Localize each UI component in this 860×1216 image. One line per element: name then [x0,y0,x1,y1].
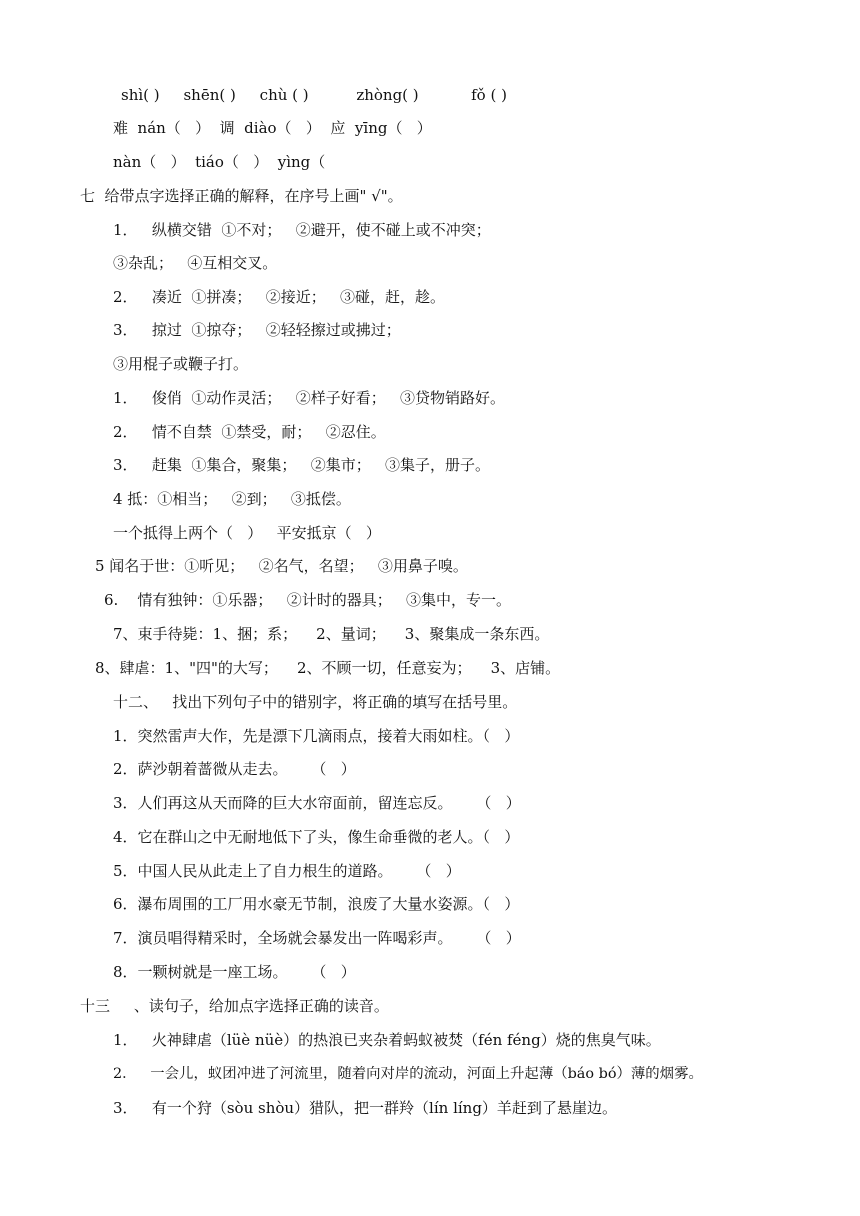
section-7-item: 3． 赶集 ①集合，聚集； ②集市； ③集子，册子。 [113,456,490,474]
pinyin-row-2: 难 nán（ ） 调 diào（ ） 应 yīng（ ） [113,119,432,137]
section-12-item: 7．演员唱得精采时，全场就会暴发出一阵喝彩声。 （ ） [113,929,521,947]
section-7-item: 7、束手待毙：1、捆；系； 2、量词； 3、聚集成一条东西。 [113,625,550,643]
section-13-item: 2． 一会儿，蚁团冲进了河流里，随着向对岸的流动，河面上升起薄（báo bó）薄的烟雾。 [113,1066,703,1082]
section-7-item: 1． 俊俏 ①动作灵活； ②样子好看； ③贷物销路好。 [113,389,505,407]
section-7-item: 4 抵：①相当； ②到； ③抵偿。 [113,490,351,508]
section-13-item: 3． 有一个狩（sòu shòu）猎队，把一群羚（lín líng）羊赶到了悬崖边。 [113,1099,617,1117]
section-13-item: 1． 火神肆虐（lüè nüè）的热浪已夹杂着蚂蚁被焚（fén féng）烧的焦臭气味。 [113,1031,661,1049]
section-7-item: 5 闻名于世：①听见； ②名气，名望； ③用鼻子嗅。 [95,557,468,575]
section-7-item: 一个抵得上两个（ ） 平安抵京（ ） [113,524,381,542]
section-12-item: 5．中国人民从此走上了自力根生的道路。 （ ） [113,862,461,880]
section-12-item: 2．萨沙朝着蔷微从走去。 （ ） [113,760,356,778]
section-7-item: 2． 凑近 ①拼凑； ②接近； ③碰，赶，趁。 [113,288,445,306]
section-7-heading: 七 给带点字选择正确的解释，在序号上画" √"。 [80,187,403,205]
section-7-item: ③杂乱； ④互相交叉。 [113,254,278,272]
section-12-item: 8．一颗树就是一座工场。 （ ） [113,963,356,981]
section-12-item: 1．突然雷声大作，先是漂下几滴雨点，接着大雨如柱。（ ） [113,727,520,745]
section-7-item: 3． 掠过 ①掠夺； ②轻轻擦过或拂过； [113,321,401,339]
section-7-item: 6. 情有独钟：①乐器； ②计时的器具； ③集中，专一。 [104,591,511,609]
section-12-item: 6．瀑布周围的工厂用水豪无节制，浪废了大量水姿源。（ ） [113,895,520,913]
section-12-item: 3．人们再这从天而降的巨大水帘面前，留连忘反。 （ ） [113,794,521,812]
section-7-item: 1． 纵横交错 ①不对； ②避开，使不碰上或不冲突； [113,221,491,239]
section-12-heading: 十二、 找出下列句子中的错别字，将正确的填写在括号里。 [113,693,518,711]
pinyin-row-1: shì( ) shēn( ) chù ( ) zhòng( ) fǒ ( ) [121,86,507,104]
section-7-item: 8、肆虐：1、"四"的大写； 2、不顾一切，任意妄为； 3、店铺。 [95,659,561,677]
section-7-item: ③用棍子或鞭子打。 [113,355,249,373]
section-7-item: 2． 情不自禁 ①禁受，耐； ②忍住。 [113,423,386,441]
section-12-item: 4．它在群山之中无耐地低下了头，像生命垂微的老人。（ ） [113,828,520,846]
section-13-heading: 十三 、读句子，给加点字选择正确的读音。 [80,997,389,1015]
pinyin-row-3: nàn（ ） tiáo（ ） yìng（ [113,153,326,171]
